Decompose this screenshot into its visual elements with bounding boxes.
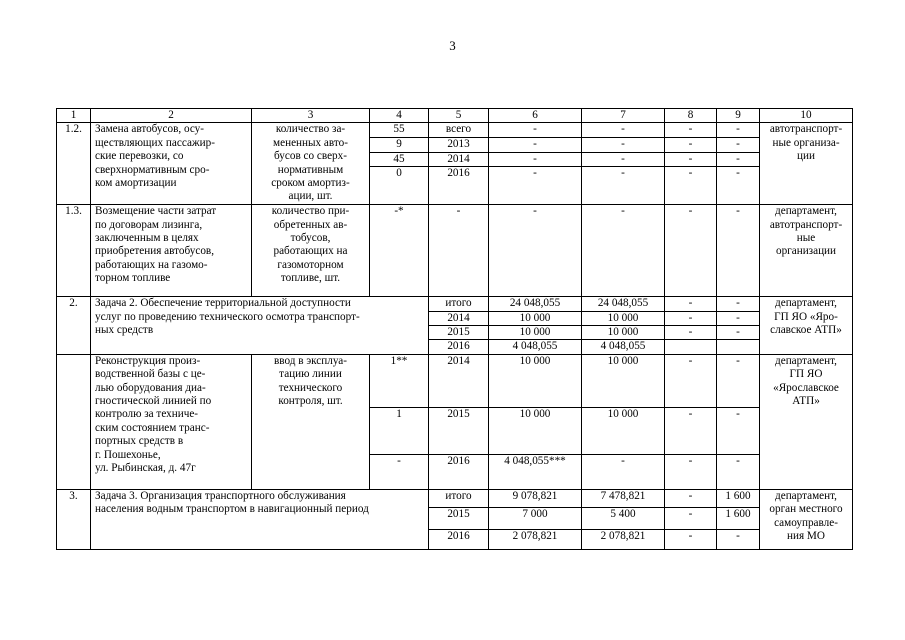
year-cell: 2016	[429, 167, 489, 205]
year-cell: -	[429, 205, 489, 297]
amount-cell: -	[717, 326, 760, 340]
amount-cell: -	[717, 123, 760, 138]
row-number: 1.3.	[57, 205, 91, 297]
quantity-cell: 0	[370, 167, 429, 205]
amount-cell: -	[717, 205, 760, 297]
amount-cell: -	[717, 138, 760, 152]
table-row	[57, 297, 853, 311]
amount-cell: -	[717, 167, 760, 205]
amount-cell: 4 048,055***	[489, 454, 582, 489]
amount-cell: 4 048,055	[582, 340, 665, 354]
amount-cell: 1 600	[717, 489, 760, 507]
amount-cell: 10 000	[489, 311, 582, 325]
column-header: 10	[760, 109, 853, 123]
amount-cell: -	[582, 138, 665, 152]
year-cell: 2016	[429, 454, 489, 489]
amount-cell: -	[717, 354, 760, 407]
column-header: 6	[489, 109, 582, 123]
task-description: Задача 2. Обеспечение территориальной доступности услуг по проведению технического осмотра транспорт- ных средств	[91, 297, 429, 355]
amount-cell: -	[582, 152, 665, 166]
quantity-cell: 55	[370, 123, 429, 138]
amount-cell: -	[665, 507, 717, 529]
quantity-cell: 9	[370, 138, 429, 152]
table-header-row	[57, 109, 853, 123]
amount-cell: -	[582, 205, 665, 297]
quantity-cell: 1**	[370, 354, 429, 407]
amount-cell: 10 000	[582, 354, 665, 407]
amount-cell: -	[665, 326, 717, 340]
year-cell: 2013	[429, 138, 489, 152]
amount-cell: -	[665, 123, 717, 138]
row-number	[57, 354, 91, 489]
executor-cell: департамент, ГП ЯО «Яро- славское АТП»	[760, 297, 853, 355]
column-header: 2	[91, 109, 252, 123]
column-header: 4	[370, 109, 429, 123]
column-header: 9	[717, 109, 760, 123]
amount-cell: -	[489, 205, 582, 297]
amount-cell: -	[665, 205, 717, 297]
year-cell: итого	[429, 489, 489, 507]
amount-cell: 7 000	[489, 507, 582, 529]
year-cell: всего	[429, 123, 489, 138]
quantity-cell: -*	[370, 205, 429, 297]
executor-cell: департамент, орган местного самоуправле- ния МО	[760, 489, 853, 549]
measure-description: Замена автобусов, осу- ществляющих пассажир- ские перевозки, со сверхнормативным сро- ком амортизации	[91, 123, 252, 205]
executor-cell: автотранспорт- ные организа- ции	[760, 123, 853, 205]
amount-cell: -	[717, 311, 760, 325]
amount-cell: 10 000	[489, 407, 582, 454]
quantity-cell: 45	[370, 152, 429, 166]
measure-description: Реконструкция произ- водственной базы с це- лью оборудования диа- гностической линией по контролю за техниче- ским состоянием транс- портных средств в г. Пошехонье, ул. Рыбинская, д. 47г	[91, 354, 252, 489]
page-number: 3	[449, 38, 456, 53]
amount-cell: 5 400	[582, 507, 665, 529]
table-row	[57, 489, 853, 507]
amount-cell: 10 000	[582, 311, 665, 325]
amount-cell: -	[582, 454, 665, 489]
amount-cell: -	[665, 454, 717, 489]
amount-cell: 7 478,821	[582, 489, 665, 507]
amount-cell: -	[665, 529, 717, 549]
column-header: 8	[665, 109, 717, 123]
amount-cell: -	[665, 311, 717, 325]
column-header: 1	[57, 109, 91, 123]
amount-cell: 9 078,821	[489, 489, 582, 507]
indicator-cell: ввод в эксплуа- тацию линии технического контроля, шт.	[252, 354, 370, 489]
amount-cell: 4 048,055	[489, 340, 582, 354]
column-header: 3	[252, 109, 370, 123]
row-number: 3.	[57, 489, 91, 549]
year-cell: 2015	[429, 507, 489, 529]
indicator-cell: количество при- обретенных ав- тобусов, работающих на газомоторном топливе, шт.	[252, 205, 370, 297]
amount-cell: 10 000	[489, 326, 582, 340]
year-cell: 2014	[429, 311, 489, 325]
executor-cell: департамент, ГП ЯО «Ярославское АТП»	[760, 354, 853, 489]
column-header: 7	[582, 109, 665, 123]
amount-cell: -	[717, 407, 760, 454]
amount-cell: -	[489, 123, 582, 138]
program-measures-table	[56, 108, 853, 550]
amount-cell: 2 078,821	[582, 529, 665, 549]
quantity-cell: 1	[370, 407, 429, 454]
amount-cell: 1 600	[717, 507, 760, 529]
column-header: 5	[429, 109, 489, 123]
amount-cell: -	[665, 407, 717, 454]
amount-cell: -	[717, 152, 760, 166]
amount-cell: 24 048,055	[582, 297, 665, 311]
amount-cell: -	[665, 354, 717, 407]
year-cell: 2016	[429, 529, 489, 549]
quantity-cell: -	[370, 454, 429, 489]
amount-cell: -	[717, 529, 760, 549]
year-cell: 2014	[429, 354, 489, 407]
amount-cell	[717, 340, 760, 354]
amount-cell: -	[582, 123, 665, 138]
amount-cell: -	[489, 138, 582, 152]
amount-cell: -	[665, 152, 717, 166]
task-description: Задача 3. Организация транспортного обслуживания населения водным транспортом в навигационный период	[91, 489, 429, 549]
amount-cell: -	[717, 454, 760, 489]
amount-cell: -	[489, 167, 582, 205]
year-cell: 2015	[429, 407, 489, 454]
year-cell: итого	[429, 297, 489, 311]
year-cell: 2016	[429, 340, 489, 354]
indicator-cell: количество за- мененных авто- бусов со сверх- нормативным сроком амортиз- ации, шт.	[252, 123, 370, 205]
amount-cell: -	[582, 167, 665, 205]
amount-cell: -	[665, 138, 717, 152]
year-cell: 2015	[429, 326, 489, 340]
amount-cell: 10 000	[582, 407, 665, 454]
amount-cell: 10 000	[489, 354, 582, 407]
table-row	[57, 123, 853, 138]
table-row	[57, 354, 853, 407]
amount-cell: 2 078,821	[489, 529, 582, 549]
row-number: 1.2.	[57, 123, 91, 205]
amount-cell: -	[665, 489, 717, 507]
executor-cell: департамент, автотранспорт- ные организации	[760, 205, 853, 297]
amount-cell	[665, 340, 717, 354]
amount-cell: 24 048,055	[489, 297, 582, 311]
amount-cell: -	[489, 152, 582, 166]
amount-cell: -	[717, 297, 760, 311]
row-number: 2.	[57, 297, 91, 355]
measure-description: Возмещение части затрат по договорам лизинга, заключенным в целях приобретения автобусов, работающих на газомо- торном топливе	[91, 205, 252, 297]
amount-cell: 10 000	[582, 326, 665, 340]
amount-cell: -	[665, 167, 717, 205]
year-cell: 2014	[429, 152, 489, 166]
amount-cell: -	[665, 297, 717, 311]
table-row	[57, 205, 853, 297]
